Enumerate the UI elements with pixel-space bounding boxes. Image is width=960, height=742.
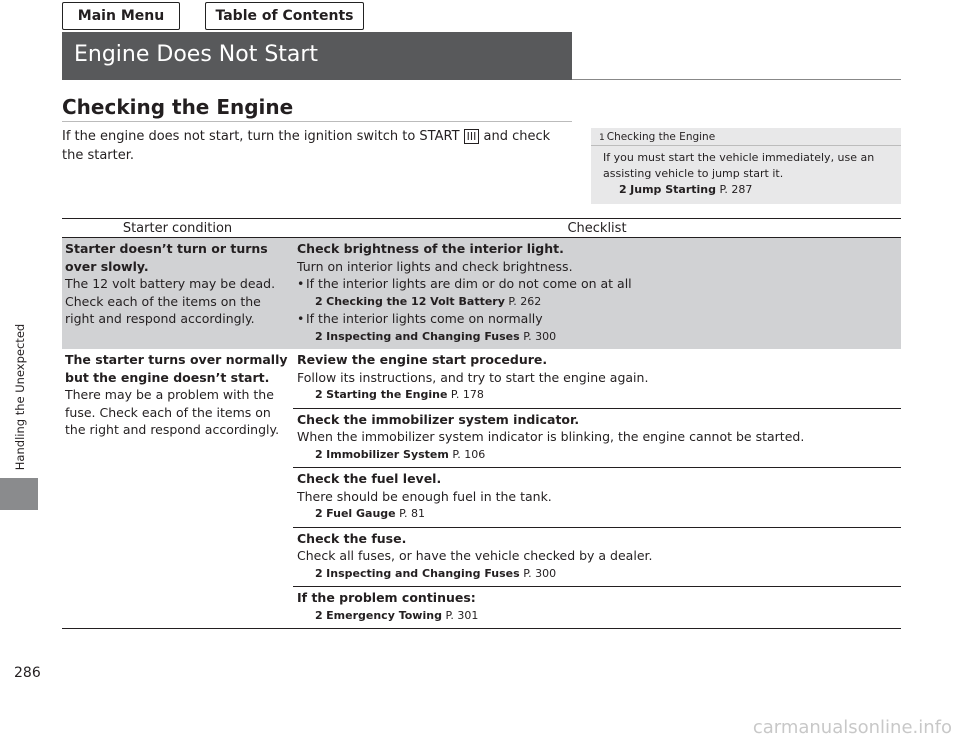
reference-arrow-icon: 2: [315, 388, 323, 401]
table-of-contents-button[interactable]: Table of Contents: [205, 2, 364, 30]
reference-link[interactable]: 2 Inspecting and Changing Fuses P. 300: [315, 329, 557, 343]
page-number: 286: [14, 665, 41, 681]
chapter-side-tab: [0, 0, 38, 742]
heading-divider: [62, 121, 572, 122]
note-title: 1 Checking the Engine: [591, 128, 901, 146]
section-banner: [62, 32, 572, 80]
column-header-checklist: Checklist: [293, 219, 901, 238]
chapter-tab-marker: [0, 478, 38, 510]
reference-link[interactable]: 2 Checking the 12 Volt Battery P. 262: [315, 294, 542, 308]
checklist-cell: Check the immobilizer system indicator. When the immobilizer system indicator is blinking, the engine cannot be started. 2 Immobilizer System P. 106: [293, 408, 901, 468]
reference-link[interactable]: 2 Emergency Towing P. 301: [315, 608, 479, 622]
intro-paragraph: If the engine does not start, turn the ignition switch to START III and check the starter.: [62, 129, 551, 163]
starter-checklist-table: [62, 218, 901, 629]
chapter-label: Handling the Unexpected: [13, 323, 27, 471]
reference-arrow-icon: 2: [315, 566, 323, 580]
watermark: carmanualsonline.info: [752, 717, 952, 738]
reference-link[interactable]: 2 Fuel Gauge P. 81: [315, 507, 426, 520]
main-menu-button[interactable]: Main Menu: [62, 2, 180, 30]
starter-condition-cell: Starter doesn’t turn or turns over slowly. The 12 volt battery may be dead. Check each of the items on the right and respond accordingly.: [62, 238, 293, 350]
starter-condition-cell: The starter turns over normally but the engine doesn’t start. There may be a problem with the fuse. Check each of the items on the right and respond accordingly.: [65, 352, 288, 437]
banner-divider: [572, 79, 901, 80]
table-row: [62, 349, 901, 408]
reference-arrow-icon: 2: [315, 608, 323, 622]
section-title: Engine Does Not Start: [74, 42, 319, 67]
reference-arrow-icon: 2: [315, 329, 323, 343]
bullet-icon: •: [297, 311, 305, 326]
checklist-cell: Check the fuel level. There should be enough fuel in the tank. 2 Fuel Gauge P. 81: [293, 468, 901, 528]
reference-arrow-icon: 2: [619, 183, 627, 196]
reference-arrow-icon: 2: [315, 294, 323, 308]
bookmark-icon: 1: [599, 133, 605, 143]
column-header-starter-condition: Starter condition: [62, 219, 293, 238]
note-body: If you must start the vehicle immediately, use an assisting vehicle to jump start it. 2 Jump Starting P. 287: [591, 146, 901, 198]
table-row: [62, 238, 901, 350]
bullet-icon: •: [297, 276, 305, 291]
reference-arrow-icon: 2: [315, 447, 323, 461]
note-reference-link[interactable]: 2 Jump Starting P. 287: [619, 183, 753, 196]
reference-link[interactable]: 2 Inspecting and Changing Fuses P. 300: [315, 566, 557, 580]
checklist-cell: Check the fuse. Check all fuses, or have the vehicle checked by a dealer. 2 Inspecting and Changing Fuses P. 300: [293, 527, 901, 587]
reference-link[interactable]: 2 Immobilizer System P. 106: [315, 447, 486, 461]
checklist-cell: Check brightness of the interior light. Turn on interior lights and check brightness. • If the interior lights are dim or do not come on at all 2 Checking the 12 Volt Battery P. 262 • If the interior lights come on normally 2 Inspecting and Changing Fuses P. 300: [293, 238, 901, 350]
ignition-start-key-icon: III: [464, 129, 480, 144]
reference-arrow-icon: 2: [315, 507, 323, 520]
page-heading: Checking the Engine: [62, 95, 294, 119]
table-row: [62, 587, 901, 629]
checklist-cell: If the problem continues: 2 Emergency Towing P. 301: [293, 587, 901, 629]
checklist-cell: Review the engine start procedure. Follow its instructions, and try to start the engine again. 2 Starting the Engine P. 178: [293, 349, 901, 408]
starter-condition-cell: [62, 587, 293, 629]
reference-link[interactable]: 2 Starting the Engine P. 178: [315, 388, 484, 401]
side-note: [591, 128, 901, 204]
